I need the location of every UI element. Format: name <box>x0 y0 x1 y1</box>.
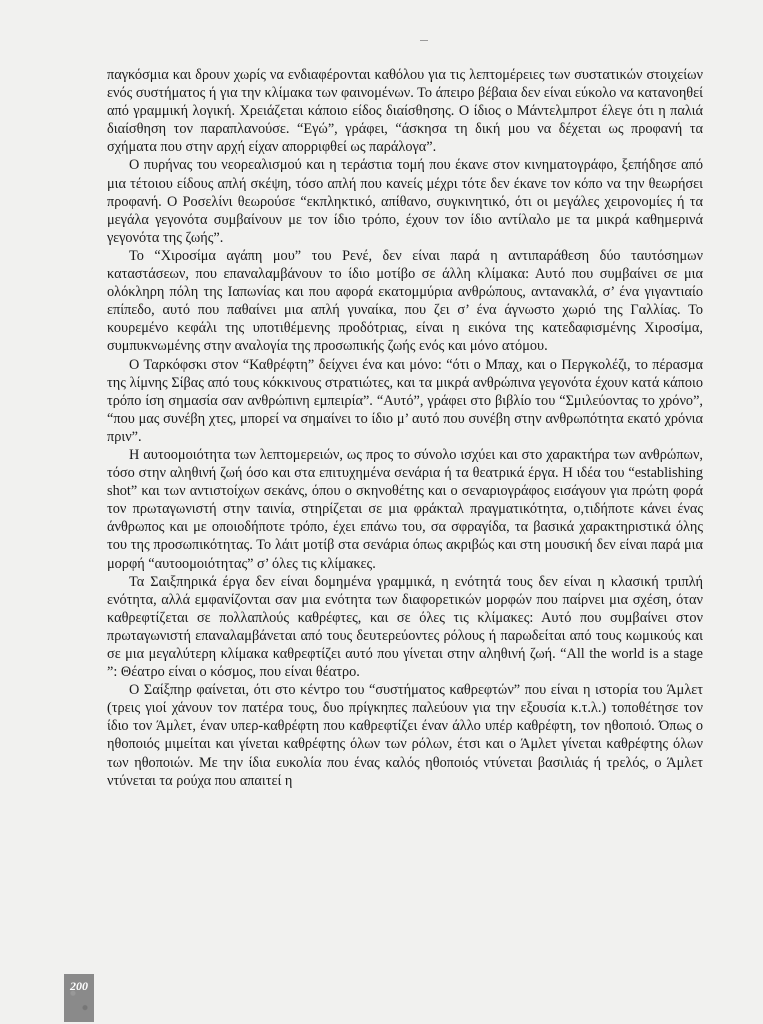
scan-mark <box>420 40 428 41</box>
paragraph-5: Η αυτοομοιότητα των λεπτομερειών, ως προς το σύνολο ισχύει και στο χαρακτήρα των ανθρώπων, τόσο στην αληθινή ζωή όσο και στα επιτυχημένα σενάρια ή τα θεατρικά έργα. Η ιδέα του “establishing shot” και των αντιστοίχων σεκάνς, όπου ο σκηνοθέτης και ο σεναριογράφος εισάγουν για πρώτη φορά τον πρωταγωνιστή στην ταινία, στηρίζεται σε μια φράκταλ πραγματικότητα, ο,τιδήποτε κάνει ένας άνθρωπος και με οποιοδήποτε τρόπο, έχει επάνω του, σα σφραγίδα, τα βασικά χαρακτηριστικά όλης του της προσωπικότητας. Το λάιτ μοτίβ στα σενάρια όπως ακριβώς και στη μουσική δεν είναι παρά μια μορφή “αυτοομοιότητας” σ’ όλες τις κλίμακες. <box>107 446 703 572</box>
body-text <box>107 66 703 790</box>
paragraph-1: παγκόσμια και δρουν χωρίς να ενδιαφέρονται καθόλου για τις λεπτομέρειες των συστατικών στοιχείων ενός συστήματος ή για την κλίμακα των φαινομένων. Το άπειρο βέβαια δεν είναι εύκολο να κατανοηθεί από γραμμική λογική. Χρειάζεται κάποιο είδος διαίσθησης. Ο ίδιος ο Μάντελμπροτ έλεγε ότι η παλιά διαίσθηση τον παραπλανούσε. “Εγώ”, γράφει, “άσκησα τη δική μου να δέχεται ως προφανή τα σχήματα που στην αρχή είχαν απορριφθεί ως παράλογα”. <box>107 67 703 156</box>
page-number: 200 <box>64 974 94 1022</box>
paragraph-6: Τα Σαιξπηρικά έργα δεν είναι δομημένα γραμμικά, η ενότητά τους δεν είναι η κλασική τριπλή ενότητα, αλλά εμφανίζονται σαν μια ενότητα των διαφορετικών μορφών που παίρνει μια σχέση, όταν καθρεφτίζεται σε πολλαπλούς καθρέφτες, και σε όλες τις κλίμακες: Αυτό που συμβαίνει στον πρωταγωνιστή επαναλαμβάνεται από τους δευτερεύοντες ρόλους ή παρωδείται από τους κωμικούς και σε μια μεγαλύτερη κλίμακα καθρεφτίζει αυτό που γίνεται στην αληθινή ζωή. “All the world is a stage ”: Θέατρο είναι ο κόσμος, που είναι θέατρο. <box>107 573 703 681</box>
paragraph-2: Ο πυρήνας του νεορεαλισμού και η τεράστια τομή που έκανε στον κινηματογράφο, ξεπήδησε από μια τέτοιου είδους απλή σκέψη, τόσο απλή που κανείς μέχρι τότε δεν έκανε τον κόπο να την θεωρήσει προφανή. Ο Ροσελίνι θεωρούσε “εκπληκτικό, απίθανο, συγκινητικό, ότι οι μεγάλες χειρονομίες ή τα μεγάλα γεγονότα συμβαίνουν με τον ίδιο τρόπο, έχουν τον ίδιο αντίλαλο με τα μικρά καθημερινά γεγονότα της ζωής”. <box>107 157 703 246</box>
paragraph-3: Το “Χιροσίμα αγάπη μου” του Ρενέ, δεν είναι παρά η αντιπαράθεση δύο ταυτόσημων καταστάσεων, που επαναλαμβάνουν το ίδιο μοτίβο σε άλλη κλίμακα: Αυτό που συμβαίνει σε μια ολόκληρη πόλη της Ιαπωνίας και που αφορά εκατομμύρια ανθρώπους, αντανακλά, σ’ ένα γιγαντιαίο επίπεδο, αυτό που παθαίνει μια απλή γυναίκα, που ζει σ’ ένα άγνωστο χωριό της Γαλλίας. Το κουρεμένο κεφάλι της υποτιθέμενης προδότριας, είναι η εικόνα της κατεδαφισμένης Χιροσίμα, συμπυκνωμένης στην αναλογία της προσωπικής ζωής ενός και μόνο ατόμου. <box>107 247 703 355</box>
paragraph-7: Ο Σαίξπηρ φαίνεται, ότι στο κέντρο του “συστήματος καθρεφτών” που είναι η ιστορία του Άμλετ (τρεις γιοί χάνουν τον πατέρα τους, δυο πρίγκηπες παλεύουν για την εξουσία κ.τ.λ.) τοποθέτησε τον ίδιο τον Άμλετ, έναν υπερ-καθρέφτη που καθρεφτίζει έναν άλλο υπέρ καθρέφτη, τον ηθοποιό. Όπως ο ηθοποιός μιμείται και γίνεται καθρέφτης όλων των ρόλων, έτσι και ο Άμλετ γίνεται καθρέφτης όλων των ηθοποιών. Με την ίδια ευκολία που ένας καλός ηθοποιός ντύνεται βασιλιάς ή τρελός, ο Άμλετ ντύνεται τα ρούχα που απαιτεί η <box>107 682 703 789</box>
paragraph-4: Ο Ταρκόφσκι στον “Καθρέφτη” δείχνει ένα και μόνο: “ότι ο Μπαχ, και ο Περγκολέζι, το πέρασμα της λίμνης Σίβας από τους κόκκινους στρατιώτες, και τα μικρά ανθρώπινα γεγονότα έχουν κατά κάποιο τρόπο ίση σημασία σαν ανθρώπινη εμπειρία”. “Αυτό”, γράφει στο βιβλίο του “Σμιλεύοντας το χρόνο”, “που μας συνέβη χτες, μπορεί να σημαίνει το ίδιο μ’ αυτό που συνέβη στην ανθρωπότητα εκατό χρόνια πριν”. <box>107 356 703 445</box>
